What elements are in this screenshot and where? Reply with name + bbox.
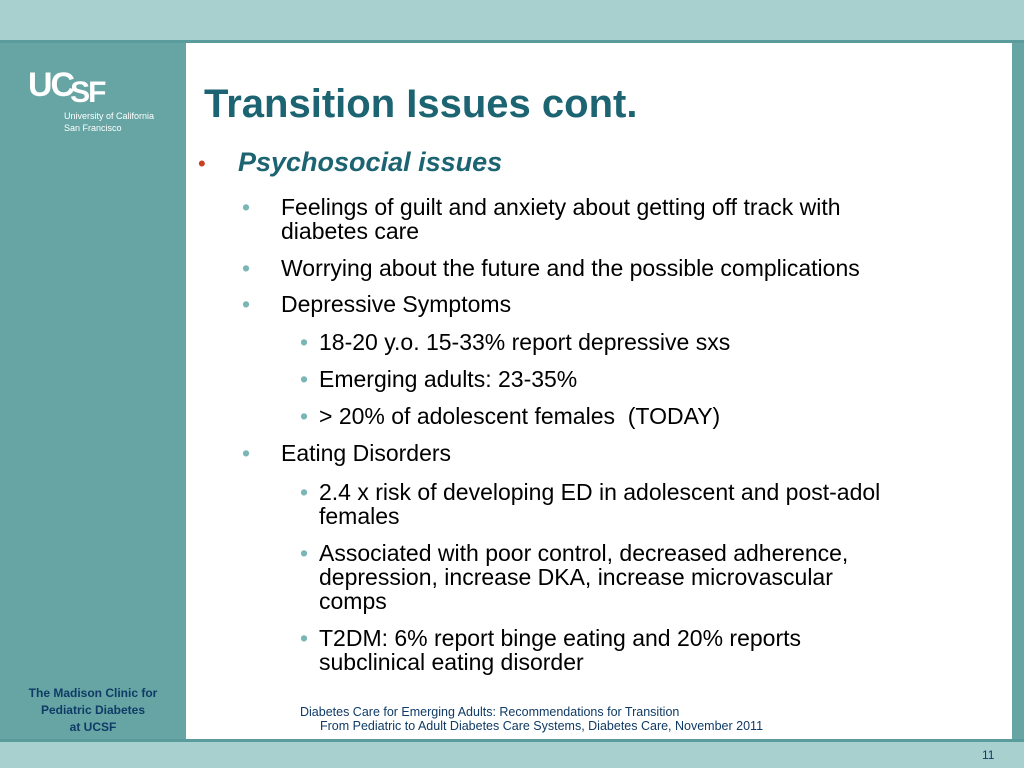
bullet-text: Psychosocial issues — [238, 147, 503, 177]
logo-uc: UC — [28, 66, 74, 104]
page-number: 11 — [982, 748, 995, 762]
right-edge-band — [1012, 43, 1024, 739]
bullet-text: depression, increase DKA, increase microvascular — [319, 564, 833, 590]
bullet-dot: • — [198, 151, 206, 176]
clinic-name — [10, 685, 176, 736]
bullet-text: comps — [319, 588, 387, 614]
bullet-dot: • — [300, 403, 309, 429]
bullet-text: subclinical eating disorder — [319, 649, 584, 675]
sidebar — [0, 43, 186, 739]
bullet-dot: • — [300, 366, 309, 392]
logo-line-2: San Francisco — [64, 123, 122, 133]
source-citation — [300, 705, 763, 733]
bullet-text: Worrying about the future and the possible complications — [281, 255, 860, 281]
bullet-text: Depressive Symptoms — [281, 291, 512, 317]
bullet-text: 2.4 x risk of developing ED in adolescent and post-adol — [319, 479, 881, 505]
bullet-text: 18-20 y.o. 15-33% report depressive sxs — [319, 329, 731, 355]
bullet-text: Eating Disorders — [281, 440, 452, 466]
top-band — [0, 0, 1024, 40]
bullet-text: diabetes care — [281, 218, 420, 244]
logo-line-1: University of California — [64, 111, 155, 121]
logo-subtitle — [64, 110, 154, 134]
bullet-text: Associated with poor control, decreased adherence, — [319, 540, 849, 566]
bullet-text: T2DM: 6% report binge eating and 20% reports — [319, 625, 801, 651]
bullet-dot: • — [300, 540, 309, 566]
clinic-line-2: Pediatric Diabetes — [40, 703, 146, 717]
bullet-text: females — [319, 503, 400, 529]
bottom-band — [0, 742, 1024, 768]
slide-title: Transition Issues cont. — [204, 82, 638, 126]
bullet-dot: • — [242, 194, 251, 220]
bullet-text: > 20% of adolescent females (TODAY) — [319, 403, 721, 429]
logo-mark — [28, 66, 105, 109]
bullet-dot: • — [300, 329, 309, 355]
bullet-dot: • — [242, 255, 251, 281]
source-line-1: Diabetes Care for Emerging Adults: Recommendations for Transition — [300, 705, 680, 719]
bullet-text: Emerging adults: 23-35% — [319, 366, 578, 392]
clinic-line-1: The Madison Clinic for — [28, 686, 158, 700]
logo-sf: SF — [70, 76, 105, 109]
bullet-dot: • — [242, 291, 251, 317]
clinic-line-3: at UCSF — [69, 720, 117, 734]
source-line-2: From Pediatric to Adult Diabetes Care Systems, Diabetes Care, November 2011 — [320, 719, 764, 733]
ucsf-logo — [28, 66, 155, 133]
bullet-text: Feelings of guilt and anxiety about getting off track with — [281, 194, 841, 220]
bullet-dot: • — [300, 625, 309, 651]
bullet-dot: • — [242, 440, 251, 466]
bullet-dot: • — [300, 479, 309, 505]
